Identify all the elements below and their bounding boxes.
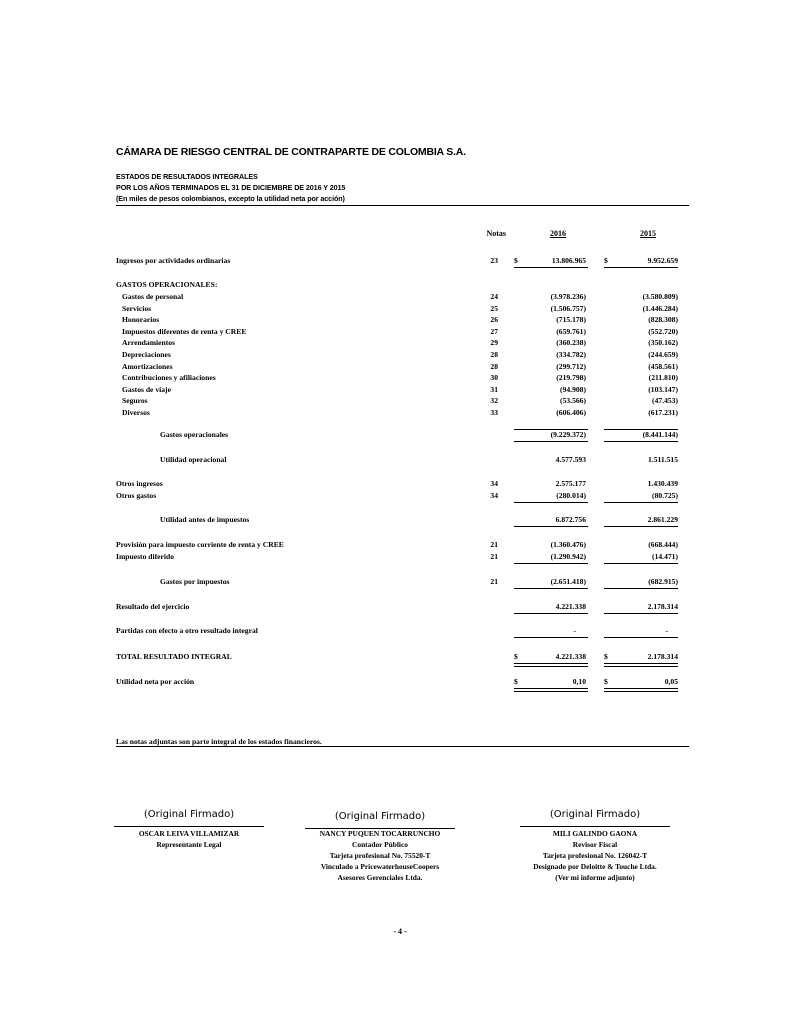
tax-current-note: 21 [490, 540, 498, 549]
opex-total-label: Gastos operacionales [160, 430, 229, 439]
other-income-label: Otros ingresos [116, 479, 163, 488]
other-income-note: 34 [490, 479, 498, 488]
tax-deferred-underline-2015 [604, 563, 678, 564]
opex-item-note: 33 [490, 408, 498, 417]
opex-item-2015: (244.659) [648, 350, 678, 359]
total-comprehensive-row [0, 652, 791, 664]
opex-item-note: 25 [490, 303, 498, 313]
opex-total-row [0, 430, 791, 442]
opex-item-label: Servicios [122, 303, 152, 313]
signature-1-title: Representante Legal [156, 840, 222, 849]
tax-deferred-2015: (14.471) [652, 552, 678, 561]
signature-block-1 [89, 828, 289, 850]
opex-item-row [0, 362, 791, 374]
oci-row [0, 626, 791, 638]
opex-item-2015: (458.561) [648, 361, 678, 371]
opex-item-note: 24 [490, 292, 498, 301]
eps-2016: 0,10 [572, 677, 586, 686]
opex-item-2016: (299.712) [556, 361, 586, 371]
opex-item-label: Gastos de viaje [122, 384, 171, 394]
tax-total-note: 21 [490, 577, 498, 586]
other-income-2015: 1.430.439 [647, 479, 678, 488]
opex-item-2016: (3.978.236) [550, 292, 586, 301]
pretax-underline-2015 [604, 526, 678, 527]
total-double-underline-2016 [514, 663, 588, 667]
page-number: - 4 - [393, 927, 407, 936]
other-expenses-row [0, 491, 791, 503]
tax-total-row [0, 577, 791, 589]
tax-total-2016: (2.651.418) [550, 577, 586, 586]
operating-income-label: Utilidad operacional [160, 455, 227, 464]
eps-double-underline-2016 [514, 688, 588, 692]
opex-item-row [0, 338, 791, 350]
footnote: Las notas adjuntas son parte integral de los estados financieros. [116, 737, 322, 746]
opex-item-2016: (360.238) [556, 338, 586, 348]
oci-label: Partidas con efecto a otro resultado integral [116, 626, 258, 635]
currency-2015: $ [604, 256, 608, 265]
opex-item-row [0, 315, 791, 327]
tax-total-2015: (682.915) [648, 577, 678, 586]
signature-block-2 [280, 828, 480, 883]
opex-item-row [0, 373, 791, 385]
eps-currency-2015: $ [604, 677, 608, 686]
eps-double-underline-2015 [604, 688, 678, 692]
tax-current-label: Provisión para impuesto corriente de renta y CREE [116, 540, 284, 549]
currency-2016: $ [514, 256, 518, 265]
net-result-row [0, 602, 791, 614]
signature-line-1 [114, 826, 264, 827]
pretax-row [0, 515, 791, 527]
other-income-2016: 2.575.177 [555, 479, 586, 488]
opex-title: GASTOS OPERACIONALES: [116, 280, 218, 289]
opex-item-2016: (334.782) [556, 350, 586, 359]
eps-currency-2016: $ [514, 677, 518, 686]
revenue-row [0, 256, 791, 268]
tax-total-underline-2016 [514, 588, 588, 589]
opex-item-note: 32 [490, 396, 498, 406]
opex-item-2015: (103.147) [648, 384, 678, 394]
opex-item-2015: (617.231) [648, 408, 678, 417]
eps-row [0, 677, 791, 689]
tax-deferred-note: 21 [490, 552, 498, 561]
signature-2-title: Contador Público [352, 840, 408, 849]
tax-deferred-row [0, 552, 791, 564]
tax-current-2015: (668.444) [648, 540, 678, 549]
opex-item-2016: (1.506.757) [550, 303, 586, 313]
other-expenses-label: Otros gastos [116, 491, 157, 500]
opex-item-2015: (3.580.809) [642, 292, 678, 301]
operating-income-2015: 1.511.515 [648, 455, 678, 464]
oci-2016: - [573, 626, 576, 635]
tax-current-2016: (1.360.476) [550, 540, 586, 549]
footnote-rule [116, 746, 689, 747]
total-comprehensive-2015: 2.178.314 [647, 652, 678, 661]
opex-item-label: Amortizaciones [122, 361, 173, 371]
revenue-2015: 9.952.659 [647, 256, 678, 265]
other-expenses-2015: (80.725) [652, 491, 678, 500]
opex-item-note: 28 [490, 350, 498, 359]
statement-units: (En miles de pesos colombianos, excepto la utilidad neta por acción) [116, 194, 345, 203]
opex-item-2016: (606.406) [556, 408, 586, 417]
opex-item-2016: (94.908) [560, 384, 586, 394]
total-comprehensive-label: TOTAL RESULTADO INTEGRAL [116, 652, 232, 661]
revenue-label: Ingresos por actividades ordinarias [116, 256, 231, 265]
operating-income-row [0, 455, 791, 467]
opex-title-row [0, 280, 791, 292]
operating-income-2016: 4.577.593 [555, 455, 586, 464]
net-result-label: Resultado del ejercicio [116, 602, 190, 611]
opex-item-2015: (1.446.284) [642, 303, 678, 313]
pretax-2015: 2.861.229 [647, 515, 678, 524]
opex-item-row [0, 385, 791, 397]
signature-line-3 [520, 826, 670, 827]
tax-total-label: Gastos por impuestos [160, 577, 230, 586]
tax-deferred-underline-2016 [514, 563, 588, 564]
opex-item-label: Honorarios [122, 315, 160, 325]
eps-2015: 0,05 [664, 677, 678, 686]
tax-deferred-label: Impuesto diferido [116, 552, 175, 561]
opex-item-row [0, 408, 791, 420]
signature-3-designation: Designado por Deloitte & Touche Ltda. [533, 862, 657, 871]
column-year-2015: 2015 [640, 229, 656, 238]
opex-total-2016: (9.229.372) [550, 430, 586, 439]
opex-item-2015: (211.810) [648, 373, 678, 383]
opex-item-note: 28 [490, 361, 498, 371]
signature-2-name: NANCY PUQUEN TOCARRUNCHO [319, 829, 441, 838]
eps-label: Utilidad neta por acción [116, 677, 195, 686]
signature-2-license: Tarjeta profesional No. 75520-T [329, 851, 431, 860]
opex-item-note: 29 [490, 338, 498, 348]
signature-3-license: Tarjeta profesional No. 126042-T [542, 851, 648, 860]
tax-total-underline-2015 [604, 588, 678, 589]
revenue-underline-2016 [514, 267, 588, 268]
pretax-2016: 6.872.756 [555, 515, 586, 524]
oci-underline-2016 [514, 637, 588, 638]
header-rule [116, 205, 689, 206]
opex-item-row [0, 396, 791, 408]
opex-item-2015: (828.308) [648, 315, 678, 325]
column-notes: Notas [486, 229, 506, 238]
opex-item-label: Contribuciones y afiliaciones [122, 373, 216, 383]
signature-stamp-2: (Original Firmado) [334, 811, 426, 822]
statement-period: POR LOS AÑOS TERMINADOS EL 31 DE DICIEMBRE DE 2016 Y 2015 [116, 183, 346, 192]
pretax-label: Utilidad antes de impuestos [160, 515, 250, 524]
net-result-2015: 2.178.314 [647, 602, 678, 611]
opex-total-underline-2015 [604, 441, 678, 442]
signature-stamp-3: (Original Firmado) [549, 809, 641, 820]
oci-2015: - [665, 626, 668, 635]
signature-3-report-ref: (Ver mi informe adjunto) [555, 873, 635, 882]
column-year-2016: 2016 [550, 229, 566, 238]
total-currency-2016: $ [514, 652, 518, 661]
revenue-underline-2015 [604, 267, 678, 268]
oci-underline-2015 [604, 637, 678, 638]
other-expenses-underline-2016 [514, 502, 588, 503]
other-expenses-2016: (280.014) [556, 491, 586, 500]
opex-item-note: 30 [490, 373, 498, 383]
opex-item-2016: (53.566) [560, 396, 586, 406]
opex-item-row [0, 304, 791, 316]
other-income-row [0, 479, 791, 491]
revenue-note: 23 [490, 256, 498, 265]
opex-item-2016: (659.761) [556, 326, 586, 336]
opex-item-row [0, 292, 791, 304]
revenue-2016: 13.806.965 [551, 256, 586, 265]
opex-total-2015: (8.441.144) [642, 430, 678, 439]
signature-2-affiliation: Vinculado a PricewaterhouseCoopers [320, 862, 440, 871]
net-result-underline-2016 [514, 613, 588, 614]
net-result-underline-2015 [604, 613, 678, 614]
tax-current-row [0, 540, 791, 552]
opex-item-note: 26 [490, 315, 498, 325]
opex-item-2015: (47.453) [652, 396, 678, 406]
opex-item-row [0, 327, 791, 339]
tax-deferred-2016: (1.290.942) [550, 552, 586, 561]
opex-item-2015: (552.720) [648, 326, 678, 336]
pretax-underline-2016 [514, 526, 588, 527]
opex-item-2015: (350.162) [648, 338, 678, 348]
opex-item-2016: (715.178) [556, 315, 586, 325]
signature-stamp-1: (Original Firmado) [143, 809, 235, 820]
opex-item-label: Seguros [122, 396, 148, 406]
opex-item-label: Arrendamientos [122, 338, 176, 348]
opex-item-label: Gastos de personal [122, 292, 184, 301]
total-double-underline-2015 [604, 663, 678, 667]
signature-3-title: Revisor Fiscal [572, 840, 618, 849]
opex-total-underline-2016 [514, 441, 588, 442]
opex-item-label: Diversos [122, 408, 150, 417]
statement-title: ESTADOS DE RESULTADOS INTEGRALES [116, 172, 258, 181]
signature-3-name: MILI GALINDO GAONA [552, 829, 638, 838]
opex-item-note: 27 [490, 326, 498, 336]
opex-item-2016: (219.798) [556, 373, 586, 383]
total-currency-2015: $ [604, 652, 608, 661]
net-result-2016: 4.221.338 [555, 602, 586, 611]
signature-1-name: OSCAR LEIVA VILLAMIZAR [138, 829, 240, 838]
signature-2-firm: Asesores Gerenciales Ltda. [337, 873, 423, 882]
opex-item-row [0, 350, 791, 362]
signature-block-3 [495, 828, 695, 883]
other-expenses-note: 34 [490, 491, 498, 500]
company-name: CÁMARA DE RIESGO CENTRAL DE CONTRAPARTE DE COLOMBIA S.A. [116, 146, 466, 158]
other-expenses-underline-2015 [604, 502, 678, 503]
opex-item-note: 31 [490, 384, 498, 394]
opex-item-label: Impuestos diferentes de renta y CREE [122, 326, 247, 336]
total-comprehensive-2016: 4.221.338 [555, 652, 586, 661]
opex-item-label: Depreciaciones [122, 350, 171, 359]
